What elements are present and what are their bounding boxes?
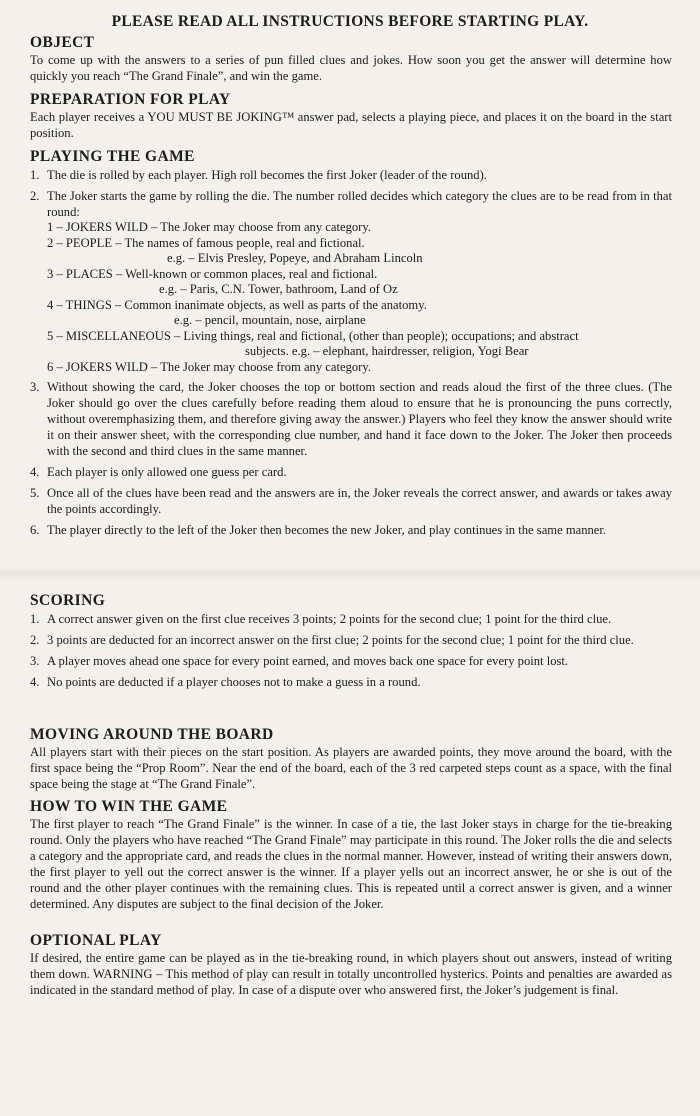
- list-item: 6. The player directly to the left of the Joker then becomes the new Joker, and play continues in the same manner.: [30, 523, 607, 537]
- category-line: 5 – MISCELLANEOUS – Living things, real and fictional, (other than people); occupations; and abstract: [47, 328, 579, 343]
- optional-text: If desired, the entire game can be played as in the tie-breaking round, in which players shout out answers, instead of writing them down. WARNING – This method of play can result in totally uncontrolled hysterics. Points and penalties are awarded as indicated in the standard method of play. In case of a dispute over who answered first, the Joker’s judgement is final.: [30, 951, 672, 997]
- object-text: To come up with the answers to a series of pun filled clues and jokes. How soon you get the answer will determine how quickly you reach “The Grand Finale”, and win the game.: [30, 53, 672, 83]
- list-item: 2. The Joker starts the game by rolling the die. The number rolled decides which category the clues are to be read from in that round: 1 – JOKERS WILD – The Joker may choose from any category. 2 – PEOPLE – The names of famous people, real and fictional. e.g. – Elvis Presley, Popeye, and Abraham Lincoln 3 – PLACES – Well-known or common places, real and fictional. e.g. – Paris, C.N. Tower, bathroom, Land of Oz 4 – THINGS – Common inanimate objects, as well as parts of the anatomy. e.g. – pencil, mountain, nose, airplane 5 – MISCELLANEOUS – Living things, real and fictional, (other than people); occupations; and abstract subjects. e.g. – elephant, hairdresser, religion, Yogi Bear 6 – JOKERS WILD – The Joker may choose from any category.: [30, 189, 672, 374]
- scoring-section: [30, 592, 672, 695]
- moving-text: All players start with their pieces on the start position. As players are awarded points, they move around the board, with the first space being the “Prop Room”. Near the end of the board, each of the 3 red carpeted steps count as a space, with the final space being the stage at “The Grand Finale”.: [30, 745, 672, 791]
- list-item: 3. Without showing the card, the Joker chooses the top or bottom section and reads aloud the first of the three clues. (The Joker should go over the clues carefully before reading them aloud to ensure that he is pronouncing the puns correctly, without overemphasizing them, and therefore giving away the answer.) Players who feel they know the answer should write it on their answer sheet, with the corresponding clue number, and hand it face down to the Joker. The Joker then proceeds with the second and third clues in the same manner.: [30, 380, 672, 458]
- win-text: The first player to reach “The Grand Finale” is the winner. In case of a tie, the last Joker stays in charge for the tie-breaking round. Only the players who have reached “The Grand Finale” may participate in this round. The Joker rolls the die and selects a category and the appropriate card, and reads the clues in the normal manner. However, instead of writing their answers down, the first player to yell out the correct answer is the winner. If a player yells out an incorrect answer, he or she is out of the round and the other player continues with the remaining clues. This is repeated until a correct answer is given, and a winner determined. Any disputes are subject to the final decision of the Joker.: [30, 817, 672, 911]
- moving-heading: MOVING AROUND THE BOARD: [30, 726, 274, 743]
- list-item: 1. A correct answer given on the first clue receives 3 points; 2 points for the second clue; 1 point for the third clue.: [30, 612, 612, 626]
- category-line: 2 – PEOPLE – The names of famous people, real and fictional.: [47, 235, 365, 250]
- preparation-text: Each player receives a YOU MUST BE JOKING™ answer pad, selects a playing piece, and places it on the board in the start position.: [30, 110, 672, 140]
- object-section: [30, 34, 672, 84]
- win-section: [30, 798, 672, 912]
- page-fold: [0, 568, 700, 582]
- category-example: subjects. e.g. – elephant, hairdresser, religion, Yogi Bear: [245, 344, 529, 358]
- preparation-section: [30, 91, 672, 141]
- list-item: 2. 3 points are deducted for an incorrect answer on the first clue; 2 points for the second clue; 1 point for the third clue.: [30, 633, 634, 647]
- category-example: e.g. – pencil, mountain, nose, airplane: [174, 313, 366, 327]
- playing-heading: PLAYING THE GAME: [30, 148, 195, 165]
- optional-section: [30, 932, 672, 998]
- category-line: 6 – JOKERS WILD – The Joker may choose from any category.: [47, 359, 371, 374]
- list-item: 3. A player moves ahead one space for every point earned, and moves back one space for every point lost.: [30, 654, 569, 668]
- page-title: PLEASE READ ALL INSTRUCTIONS BEFORE STARTING PLAY.: [111, 13, 589, 30]
- moving-section: [30, 726, 672, 792]
- win-heading: HOW TO WIN THE GAME: [30, 798, 228, 815]
- category-line: 4 – THINGS – Common inanimate objects, as well as parts of the anatomy.: [47, 297, 427, 312]
- category-example: e.g. – Elvis Presley, Popeye, and Abraham Lincoln: [167, 251, 423, 265]
- category-line: 1 – JOKERS WILD – The Joker may choose from any category.: [47, 220, 371, 234]
- optional-heading: OPTIONAL PLAY: [30, 932, 162, 949]
- playing-section: [30, 148, 672, 543]
- category-example: e.g. – Paris, C.N. Tower, bathroom, Land of Oz: [159, 282, 398, 296]
- scoring-list: [30, 611, 672, 690]
- category-list: [47, 220, 672, 375]
- list-item: 1. The die is rolled by each player. High roll becomes the first Joker (leader of the round).: [30, 168, 487, 182]
- preparation-heading: PREPARATION FOR PLAY: [30, 91, 231, 108]
- scoring-heading: SCORING: [30, 592, 106, 609]
- list-item: 4. No points are deducted if a player chooses not to make a guess in a round.: [30, 675, 421, 689]
- object-heading: OBJECT: [30, 34, 95, 51]
- category-line: 3 – PLACES – Well-known or common places, real and fictional.: [47, 266, 378, 281]
- list-item: 5. Once all of the clues have been read and the answers are in, the Joker reveals the correct answer, and awards or takes away the points accordingly.: [30, 486, 672, 516]
- playing-list: [30, 167, 672, 538]
- list-item: 4. Each player is only allowed one guess per card.: [30, 465, 287, 479]
